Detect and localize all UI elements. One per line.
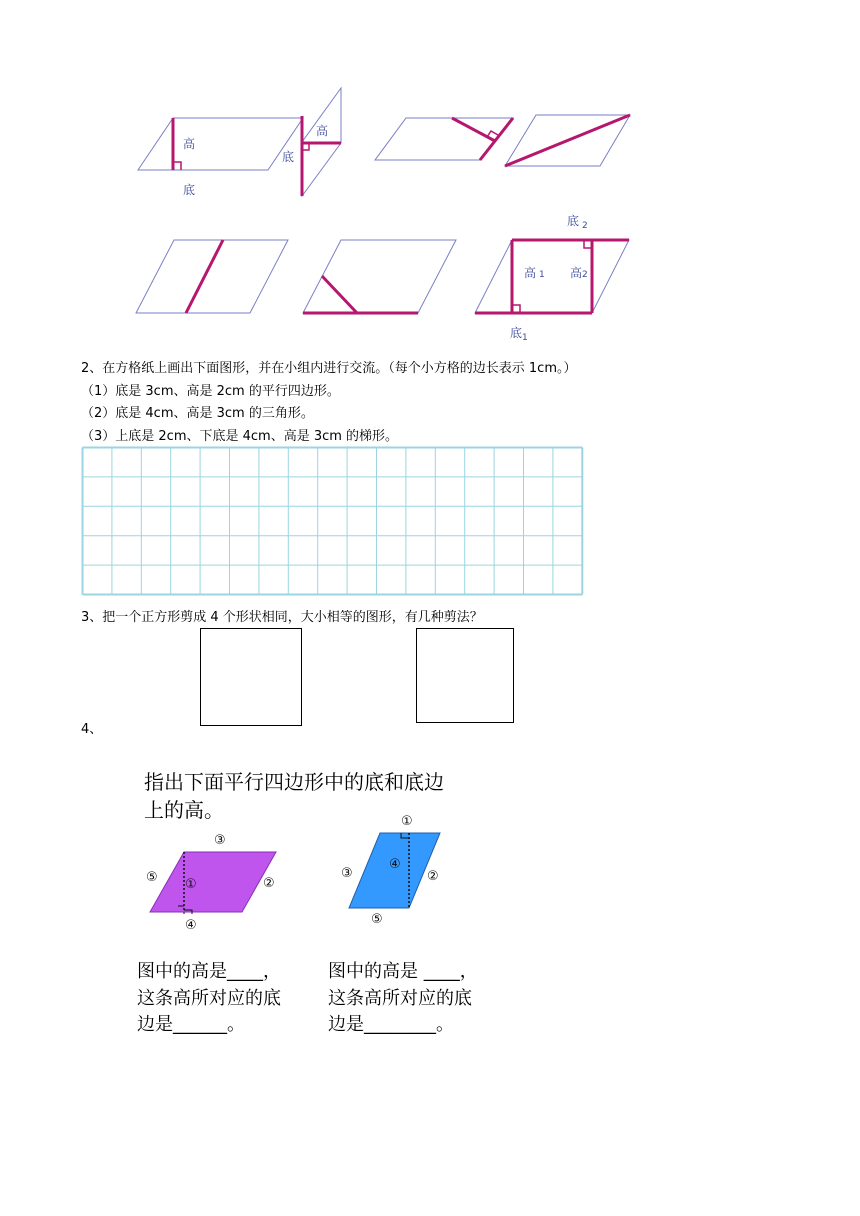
- label-n1: ①: [401, 814, 413, 829]
- q4-figures: [130, 810, 460, 940]
- label-base-1: 底$_1$: [510, 326, 528, 343]
- right-answer-line2: 这条高所对应的底: [328, 988, 472, 1009]
- label-n5: ⑤: [371, 912, 383, 927]
- label-base: 底: [183, 183, 196, 197]
- label-n3: ③: [214, 833, 226, 848]
- label-n4: ④: [389, 857, 401, 872]
- label-n4: ④: [185, 918, 197, 933]
- label-n2: ②: [427, 869, 439, 884]
- q2-item-1: （1）底是 3cm、高是 2cm 的平行四边形。: [81, 384, 340, 399]
- q4-number: 4、: [81, 722, 103, 737]
- label-n5: ⑤: [146, 870, 158, 885]
- grid-paper: [80, 445, 585, 597]
- q2-title: 2、在方格纸上画出下面图形，并在小组内进行交流。（每个小方格的边长表示 1cm。）: [81, 361, 577, 376]
- label-n3: ③: [341, 866, 353, 881]
- figure-6: [303, 240, 456, 313]
- right-answer-line3: 边是________。: [328, 1014, 454, 1035]
- q2-item-3: （3）上底是 2cm、下底是 4cm、高是 3cm 的梯形。: [81, 429, 399, 444]
- figure-3: [375, 118, 513, 160]
- figure-2: [282, 88, 341, 196]
- label-n1: ①: [185, 877, 197, 892]
- purple-parallelogram: [146, 833, 276, 933]
- label-base: 底: [282, 150, 295, 164]
- blue-parallelogram: [341, 814, 440, 927]
- label-height-2: 高2: [570, 266, 588, 280]
- label-height: 高: [316, 124, 329, 138]
- figure-4: [505, 115, 630, 166]
- q2-item-2: （2）底是 4cm、高是 3cm 的三角形。: [81, 406, 314, 421]
- figure-5: [136, 240, 288, 313]
- label-base-2: 底 $_2$: [567, 214, 588, 231]
- left-answer-line1: 图中的高是____，: [137, 961, 281, 982]
- left-answer-line2: 这条高所对应的底: [137, 988, 281, 1009]
- parallelogram-figures: [0, 0, 860, 345]
- q4-prompt-line1: 指出下面平行四边形中的底和底边: [144, 770, 444, 794]
- square-right: [416, 628, 514, 723]
- figure-7: [475, 213, 629, 343]
- label-height-1: 高 1: [524, 266, 545, 280]
- q4-prompt-line2: 上的高。: [144, 798, 224, 822]
- figure-1: [138, 118, 303, 197]
- left-answer-line3: 边是______。: [137, 1014, 245, 1035]
- label-height: 高: [183, 137, 196, 151]
- square-left: [200, 628, 302, 726]
- q3-title: 3、把一个正方形剪成 4 个形状相同，大小相等的图形，有几种剪法？: [81, 610, 483, 625]
- right-answer-line1: 图中的高是 ____，: [328, 961, 478, 982]
- label-n2: ②: [263, 876, 275, 891]
